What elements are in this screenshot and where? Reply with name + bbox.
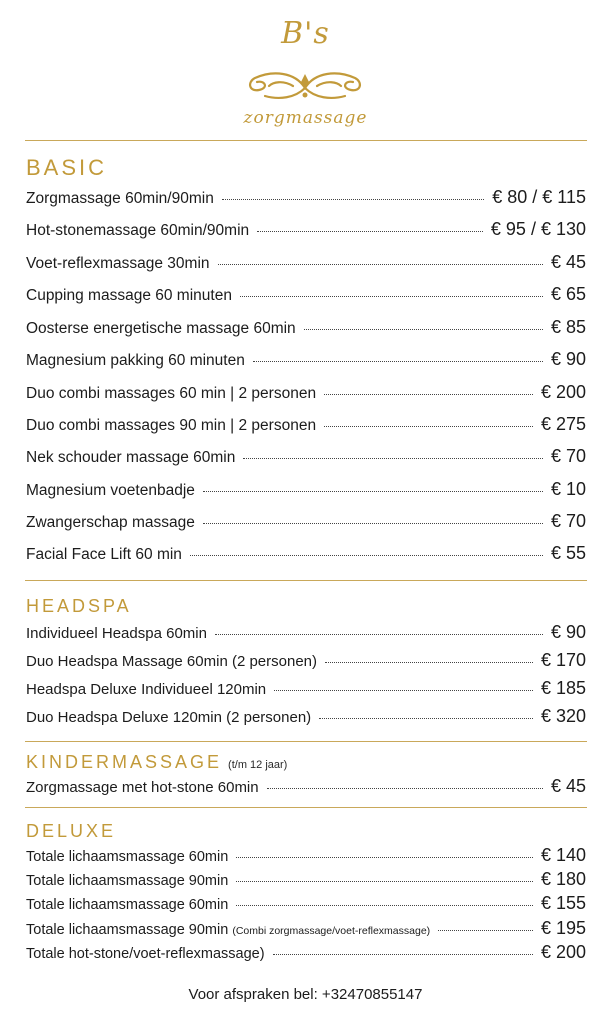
item-name: Magnesium voetenbadje bbox=[26, 482, 195, 499]
section-title-text: KINDERMASSAGE bbox=[26, 752, 223, 772]
item-name: Facial Face Lift 60 min bbox=[26, 546, 182, 563]
list-item bbox=[26, 845, 586, 866]
item-name: Voet-reflexmassage 30min bbox=[26, 255, 210, 272]
section-title-kindermassage bbox=[26, 752, 287, 773]
dot-leader bbox=[203, 491, 543, 492]
item-price: € 170 bbox=[540, 650, 586, 670]
list-item bbox=[26, 869, 586, 890]
list-item bbox=[26, 446, 586, 467]
dot-leader bbox=[324, 394, 533, 395]
dot-leader bbox=[243, 458, 543, 459]
dot-leader bbox=[215, 634, 543, 635]
item-price: € 85 bbox=[550, 317, 586, 337]
item-price: € 200 bbox=[540, 942, 586, 962]
item-price: € 10 bbox=[550, 479, 586, 499]
item-name: Oosterse energetische massage 60min bbox=[26, 320, 296, 337]
item-name: Totale lichaamsmassage 90min bbox=[26, 873, 229, 889]
dot-leader bbox=[253, 361, 543, 362]
item-name: Individueel Headspa 60min bbox=[26, 625, 207, 642]
item-name: Totale lichaamsmassage 60min bbox=[26, 897, 229, 913]
dot-leader bbox=[236, 857, 533, 858]
item-name: Cupping massage 60 minuten bbox=[26, 287, 232, 304]
dot-leader bbox=[273, 954, 533, 955]
item-name: Duo combi massages 60 min | 2 personen bbox=[26, 385, 317, 402]
dot-leader bbox=[222, 199, 484, 200]
item-price: € 65 bbox=[550, 284, 586, 304]
item-name: Duo combi massages 90 min | 2 personen bbox=[26, 417, 317, 434]
dot-leader bbox=[324, 426, 533, 427]
item-price: € 195 bbox=[540, 918, 586, 938]
contact-footer: Voor afspraken bel: +32470855147 bbox=[188, 986, 423, 1003]
item-name: Zorgmassage met hot-stone 60min bbox=[26, 779, 259, 796]
item-price: € 70 bbox=[550, 446, 586, 466]
list-item bbox=[26, 187, 586, 208]
item-name: Headspa Deluxe Individueel 120min bbox=[26, 681, 267, 698]
dot-leader bbox=[319, 718, 533, 719]
dot-leader bbox=[325, 662, 533, 663]
item-price: € 45 bbox=[550, 252, 586, 272]
list-item bbox=[26, 622, 586, 643]
list-item bbox=[26, 479, 586, 500]
dot-leader bbox=[236, 905, 533, 906]
list-item bbox=[26, 918, 586, 939]
dot-leader bbox=[438, 930, 533, 931]
age-note: (t/m 12 jaar) bbox=[228, 759, 288, 771]
dot-leader bbox=[236, 881, 533, 882]
item-name: Totale lichaamsmassage 60min bbox=[26, 849, 229, 865]
section-title-basic: BASIC bbox=[26, 155, 108, 180]
list-item bbox=[26, 349, 586, 370]
list-item bbox=[26, 382, 586, 403]
item-price: € 80 / € 115 bbox=[492, 187, 586, 207]
item-name bbox=[26, 922, 430, 938]
item-name: Zwangerschap massage bbox=[26, 514, 195, 531]
item-name: Duo Headspa Deluxe 120min (2 personen) bbox=[26, 709, 312, 726]
item-name: Nek schouder massage 60min bbox=[26, 449, 236, 466]
item-price: € 275 bbox=[540, 414, 586, 434]
dot-leader bbox=[304, 329, 543, 330]
divider bbox=[25, 741, 587, 742]
item-price: € 90 bbox=[550, 622, 586, 642]
section-title-headspa: HEADSPA bbox=[26, 596, 132, 616]
item-price: € 95 / € 130 bbox=[490, 219, 586, 239]
item-price: € 320 bbox=[540, 706, 586, 726]
logo-subtitle: zorgmassage bbox=[243, 108, 368, 128]
list-item bbox=[26, 317, 586, 338]
list-item bbox=[26, 219, 586, 240]
divider bbox=[25, 580, 587, 581]
item-price: € 140 bbox=[540, 845, 586, 865]
item-name-text: Totale lichaamsmassage 90min bbox=[26, 922, 229, 938]
dot-leader bbox=[190, 555, 543, 556]
dot-leader bbox=[240, 296, 543, 297]
logo bbox=[0, 8, 611, 128]
dot-leader bbox=[267, 788, 543, 789]
dot-leader bbox=[203, 523, 543, 524]
item-name: Duo Headspa Massage 60min (2 personen) bbox=[26, 653, 317, 670]
divider bbox=[25, 140, 587, 141]
item-price: € 45 bbox=[550, 776, 586, 796]
list-item bbox=[26, 678, 586, 699]
list-item bbox=[26, 284, 586, 305]
item-detail: (Combi zorgmassage/voet-reflexmassage) bbox=[232, 925, 431, 937]
item-name: Totale hot-stone/voet-reflexmassage) bbox=[26, 946, 265, 962]
item-name: Zorgmassage 60min/90min bbox=[26, 190, 214, 207]
list-item bbox=[26, 776, 586, 797]
list-item bbox=[26, 706, 586, 727]
list-item bbox=[26, 252, 586, 273]
dot-leader bbox=[274, 690, 533, 691]
item-price: € 185 bbox=[540, 678, 586, 698]
item-price: € 90 bbox=[550, 349, 586, 369]
dot-leader bbox=[218, 264, 543, 265]
item-price: € 180 bbox=[540, 869, 586, 889]
item-name: Hot-stonemassage 60min/90min bbox=[26, 222, 250, 239]
section-title-deluxe: DELUXE bbox=[26, 821, 117, 841]
list-item bbox=[26, 893, 586, 914]
list-item bbox=[26, 650, 586, 671]
divider bbox=[25, 807, 587, 808]
item-price: € 55 bbox=[550, 543, 586, 563]
item-price: € 200 bbox=[540, 382, 586, 402]
list-item bbox=[26, 511, 586, 532]
dot-leader bbox=[257, 231, 483, 232]
item-name: Magnesium pakking 60 minuten bbox=[26, 352, 245, 369]
list-item bbox=[26, 543, 586, 564]
list-item bbox=[26, 414, 586, 435]
item-price: € 70 bbox=[550, 511, 586, 531]
list-item bbox=[26, 942, 586, 963]
butterfly-ornament-icon bbox=[243, 68, 368, 102]
item-price: € 155 bbox=[540, 893, 586, 913]
logo-title: B's bbox=[281, 16, 330, 51]
